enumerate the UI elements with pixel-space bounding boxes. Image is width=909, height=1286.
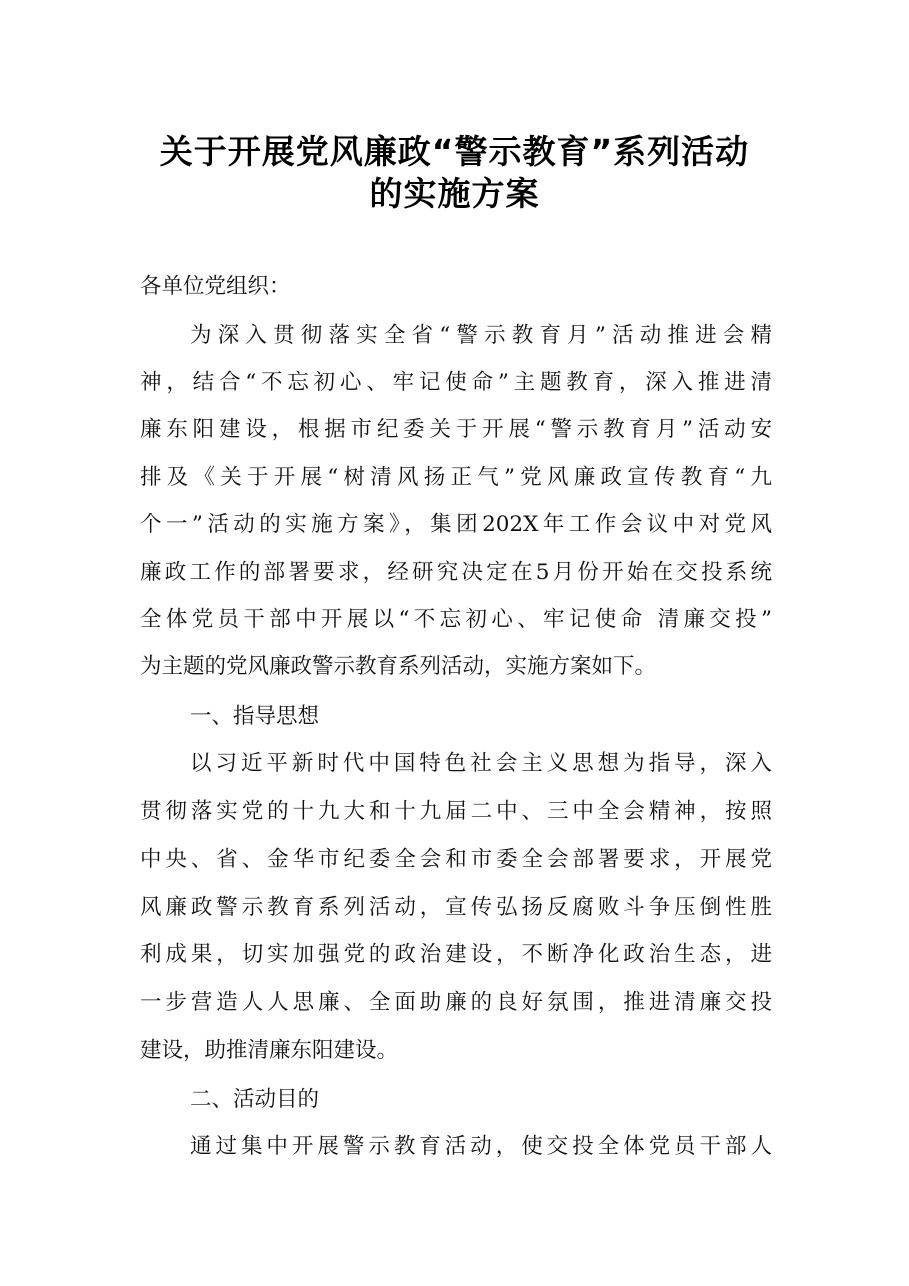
body-line-10: 贯彻落实党的十九大和十九届二中、三中全会精神，按照 — [140, 799, 772, 824]
body-line-16: 通过集中开展警示教育活动，使交投全体党员干部人 — [190, 1134, 772, 1159]
body-line-13: 利成果，切实加强党的政治建设，不断净化政治生态，进 — [140, 942, 772, 967]
body-line-8: 为主题的党风廉政警示教育系列活动，实施方案如下。 — [140, 654, 657, 679]
body-line-11: 中央、省、金华市纪委全会和市委全会部署要求，开展党 — [140, 847, 772, 872]
body-line-6: 廉政工作的部署要求，经研究决定在5月份开始在交投系统 — [140, 560, 772, 585]
body-line-3: 廉东阳建设，根据市纪委关于开展“警示教育月”活动安 — [140, 417, 772, 442]
body-line-5: 个一”活动的实施方案》，集团202X年工作会议中对党风 — [140, 512, 772, 537]
body-line-4: 排及《关于开展“树清风扬正气”党风廉政宣传教育“九 — [140, 465, 772, 490]
body-line-7: 全体党员干部中开展以“不忘初心、牢记使命 清廉交投” — [140, 607, 772, 632]
salutation: 各单位党组织： — [140, 274, 291, 299]
section-heading-2: 二、活动目的 — [190, 1087, 320, 1112]
body-line-14: 一步营造人人思廉、全面助廉的良好氛围，推进清廉交投 — [140, 990, 772, 1015]
body-line-2: 神，结合“不忘初心、牢记使命”主题教育，深入推进清 — [140, 370, 772, 395]
body-line-15: 建设，助推清廉东阳建设。 — [140, 1038, 399, 1063]
document-title-line-1: 关于开展党风廉政“警示教育”系列活动 — [159, 132, 750, 171]
body-line-9: 以习近平新时代中国特色社会主义思想为指导，深入 — [190, 751, 772, 776]
document-title-line-2: 的实施方案 — [369, 174, 540, 213]
body-line-12: 风廉政警示教育系列活动，宣传弘扬反腐败斗争压倒性胜 — [140, 895, 772, 920]
body-line-1: 为深入贯彻落实全省“警示教育月”活动推进会精 — [190, 323, 772, 348]
section-heading-1: 一、指导思想 — [190, 704, 320, 729]
